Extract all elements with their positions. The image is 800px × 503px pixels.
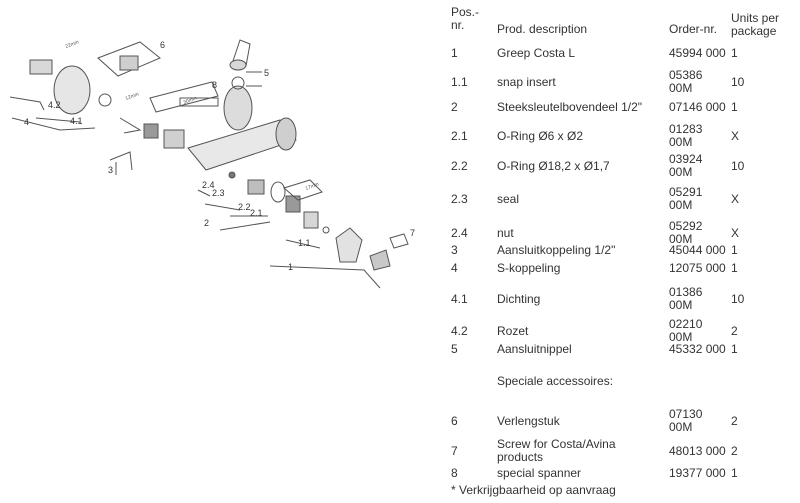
cell-pos-nr: 2 (451, 100, 458, 114)
cell-units: 1 (731, 100, 738, 114)
callout-7: 7 (410, 228, 416, 238)
cell-pos-nr: 4.1 (451, 292, 468, 306)
dimension-12mm: 12mm (124, 91, 140, 102)
cell-description: Verlengstuk (497, 414, 560, 428)
part-2-cartridge (198, 172, 322, 230)
header-pos-nr: Pos.- nr. (451, 5, 480, 32)
dimension-17mm: 17mm (304, 181, 320, 192)
cell-pos-nr: 2.1 (451, 129, 468, 143)
callout-4: 4 (24, 117, 30, 127)
dimension-22mm: 22mm (64, 39, 80, 50)
cell-description: S-koppeling (497, 261, 561, 275)
cell-units: 10 (731, 292, 745, 306)
cell-pos-nr: 1 (451, 46, 458, 60)
callout-1: 1 (288, 262, 294, 272)
cell-order-nr: 01386 00M (669, 285, 703, 312)
part-1-handle (270, 212, 408, 288)
cell-pos-nr: 4.2 (451, 324, 468, 338)
cell-order-nr: 07130 00M (669, 407, 703, 434)
cell-description: Dichting (497, 292, 541, 306)
header-order-nr: Order-nr. (669, 22, 718, 36)
cell-order-nr: 48013 000 (669, 444, 726, 458)
cell-pos-nr: 4 (451, 261, 458, 275)
cell-units: 2 (731, 324, 738, 338)
cell-description: O-Ring Ø18,2 x Ø1,7 (497, 159, 610, 173)
part-3-connection-coupling (110, 124, 184, 175)
cell-order-nr: 45994 000 (669, 46, 726, 60)
cell-order-nr: 05292 00M (669, 219, 703, 246)
callout-5: 5 (264, 68, 270, 78)
cell-description: Aansluitkoppeling 1/2" (497, 243, 616, 257)
cell-order-nr: 01283 00M (669, 122, 703, 149)
cell-units: 10 (731, 159, 745, 173)
cell-units: X (731, 129, 740, 143)
callout-2-3: 2.3 (212, 188, 225, 198)
callout-1-1: 1.1 (298, 238, 311, 248)
cell-units: 1 (731, 261, 738, 275)
cell-units: 10 (731, 75, 745, 89)
cell-units: 2 (731, 444, 738, 458)
cell-units: 1 (731, 243, 738, 257)
callout-2: 2 (204, 218, 210, 228)
callout-8: 8 (212, 80, 218, 90)
callout-4-2: 4.2 (48, 100, 61, 110)
part-6-extension (98, 42, 160, 76)
cell-order-nr: 19377 000 (669, 466, 726, 480)
cell-order-nr: 02210 00M (669, 317, 703, 344)
cell-units: 1 (731, 46, 738, 60)
cell-description: seal (497, 192, 520, 206)
cell-order-nr: 05291 00M (669, 185, 703, 212)
cell-pos-nr: 2.2 (451, 159, 468, 173)
cell-pos-nr: 3 (451, 243, 458, 257)
callout-2-1: 2.1 (250, 208, 263, 218)
cell-description: Speciale accessoires: (497, 374, 614, 388)
cell-pos-nr: 7 (451, 444, 458, 458)
part-8-spanner (120, 82, 218, 133)
cell-units: X (731, 192, 740, 206)
cell-description: Aansluitnippel (497, 342, 572, 356)
cell-pos-nr: 2.3 (451, 192, 468, 206)
callout-3: 3 (108, 165, 114, 175)
callout-4-1: 4.1 (70, 116, 83, 126)
cell-order-nr: 07146 000 (669, 100, 726, 114)
cell-description: nut (497, 226, 514, 240)
cell-order-nr: 45044 000 (669, 243, 726, 257)
dimension-30mm: 30mm (182, 95, 198, 106)
cell-pos-nr: 2.4 (451, 226, 468, 240)
cell-units: X (731, 226, 740, 240)
cell-description: Rozet (497, 324, 529, 338)
cell-description: O-Ring Ø6 x Ø2 (497, 129, 584, 143)
cell-units: 1 (731, 466, 738, 480)
callout-2-4: 2.4 (202, 180, 215, 190)
callout-6: 6 (160, 40, 166, 50)
footnote: * Verkrijgbaarheid op aanvraag (451, 483, 616, 497)
cell-order-nr: 05386 00M (669, 68, 703, 95)
cell-order-nr: 03924 00M (669, 152, 703, 179)
cell-description: special spanner (497, 466, 582, 480)
header-units: Units per package (731, 11, 780, 38)
cell-description: snap insert (497, 75, 556, 89)
valve-body (188, 40, 296, 170)
cell-pos-nr: 6 (451, 414, 458, 428)
callout-2-2: 2.2 (238, 202, 251, 212)
cell-order-nr: 45332 000 (669, 342, 726, 356)
cell-pos-nr: 1.1 (451, 75, 468, 89)
cell-pos-nr: 8 (451, 466, 458, 480)
cell-units: 2 (731, 414, 738, 428)
header-description: Prod. description (497, 22, 588, 36)
cell-pos-nr: 5 (451, 342, 458, 356)
cell-units: 1 (731, 342, 738, 356)
cell-description: Screw for Costa/Avina products (497, 437, 616, 464)
cell-description: Steeksleutelbovendeel 1/2" (497, 100, 643, 114)
cell-description: Greep Costa L (497, 46, 576, 60)
cell-order-nr: 12075 000 (669, 261, 726, 275)
